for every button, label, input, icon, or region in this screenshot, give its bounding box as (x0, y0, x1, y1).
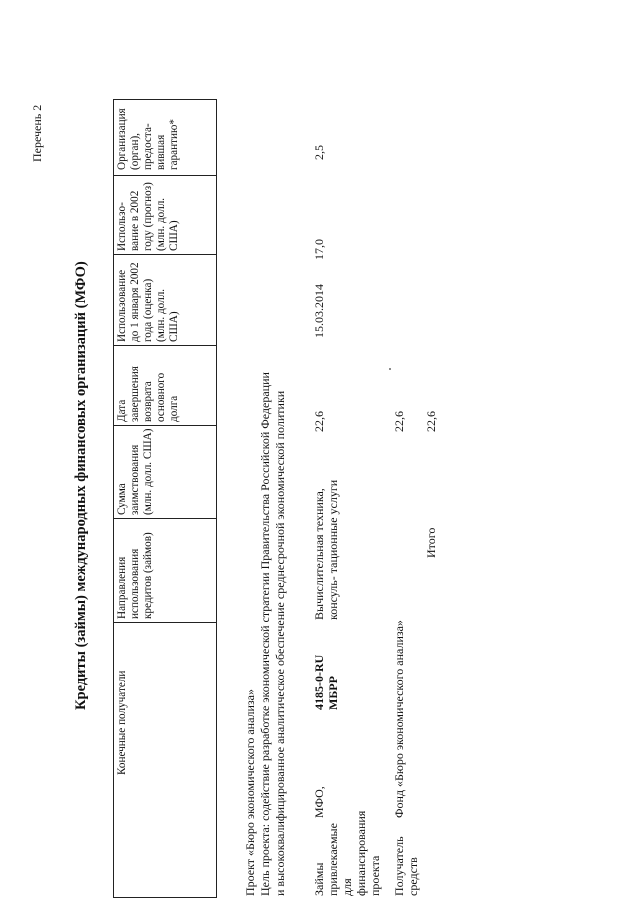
repay-date: 15.03.2014 (312, 284, 326, 338)
header-row (114, 100, 217, 898)
loan-code: 4185-0-RU (312, 654, 326, 710)
mfo-label: МФО, (312, 786, 326, 818)
header-use-in-2002: Использо- вание в 2002 году (прогноз) (млн. долл. США) (114, 176, 217, 255)
header-use-until-2002: Использование до 1 января 2002 года (оценка) (млн. долл. США) (114, 255, 217, 346)
page-title: Кредиты (займы) международных финансовых организаций (МФО) (73, 261, 89, 710)
project-goal-line-1: Цель проекта: содействие разработке экономической стратегии Правительства Российской Федерации (258, 372, 272, 896)
project-goal-line-2: и высококвалифицированное аналитическое обеспечение среднесрочной экономической политики (273, 390, 287, 896)
project-name: Проект «Бюро экономического анализа» (243, 689, 257, 896)
total-amount: 22,6 (424, 411, 438, 432)
header-recipients: Конечные получатели (116, 670, 128, 775)
list-number: Перечень 2 (30, 104, 44, 162)
scan-speck (389, 368, 391, 370)
loan-code-block (312, 655, 340, 710)
total-label: Итого (424, 527, 438, 558)
header-guarantor: Организация (орган), предоста- вившая гарантию* (114, 100, 217, 176)
loans-row-label: Займы привлекаемые для финансирования проекта (312, 810, 382, 896)
use-in-2002-value: 2,5 (312, 145, 326, 160)
header-empty-cell (114, 623, 217, 898)
loan-purpose: Вычислительная техника, консуль- тационные услуги (312, 479, 340, 620)
recipient-row-label: Получатель средств (392, 836, 420, 896)
header-directions: Направления использования кредитов (займов) (114, 519, 217, 623)
recipient-amount: 22,6 (392, 411, 406, 432)
recipient-name: Фонд «Бюро экономического анализа» (392, 620, 406, 818)
loan-amount: 22,6 (312, 411, 326, 432)
use-until-2002-value: 17,0 (312, 239, 326, 260)
header-completion-date: Дата завершения возврата основного долга (114, 346, 217, 426)
header-borrowed-amount: Сумма заимствования (млн. долл. США) (114, 426, 217, 519)
lender-name: МБРР (326, 676, 340, 710)
header-table (113, 99, 217, 898)
